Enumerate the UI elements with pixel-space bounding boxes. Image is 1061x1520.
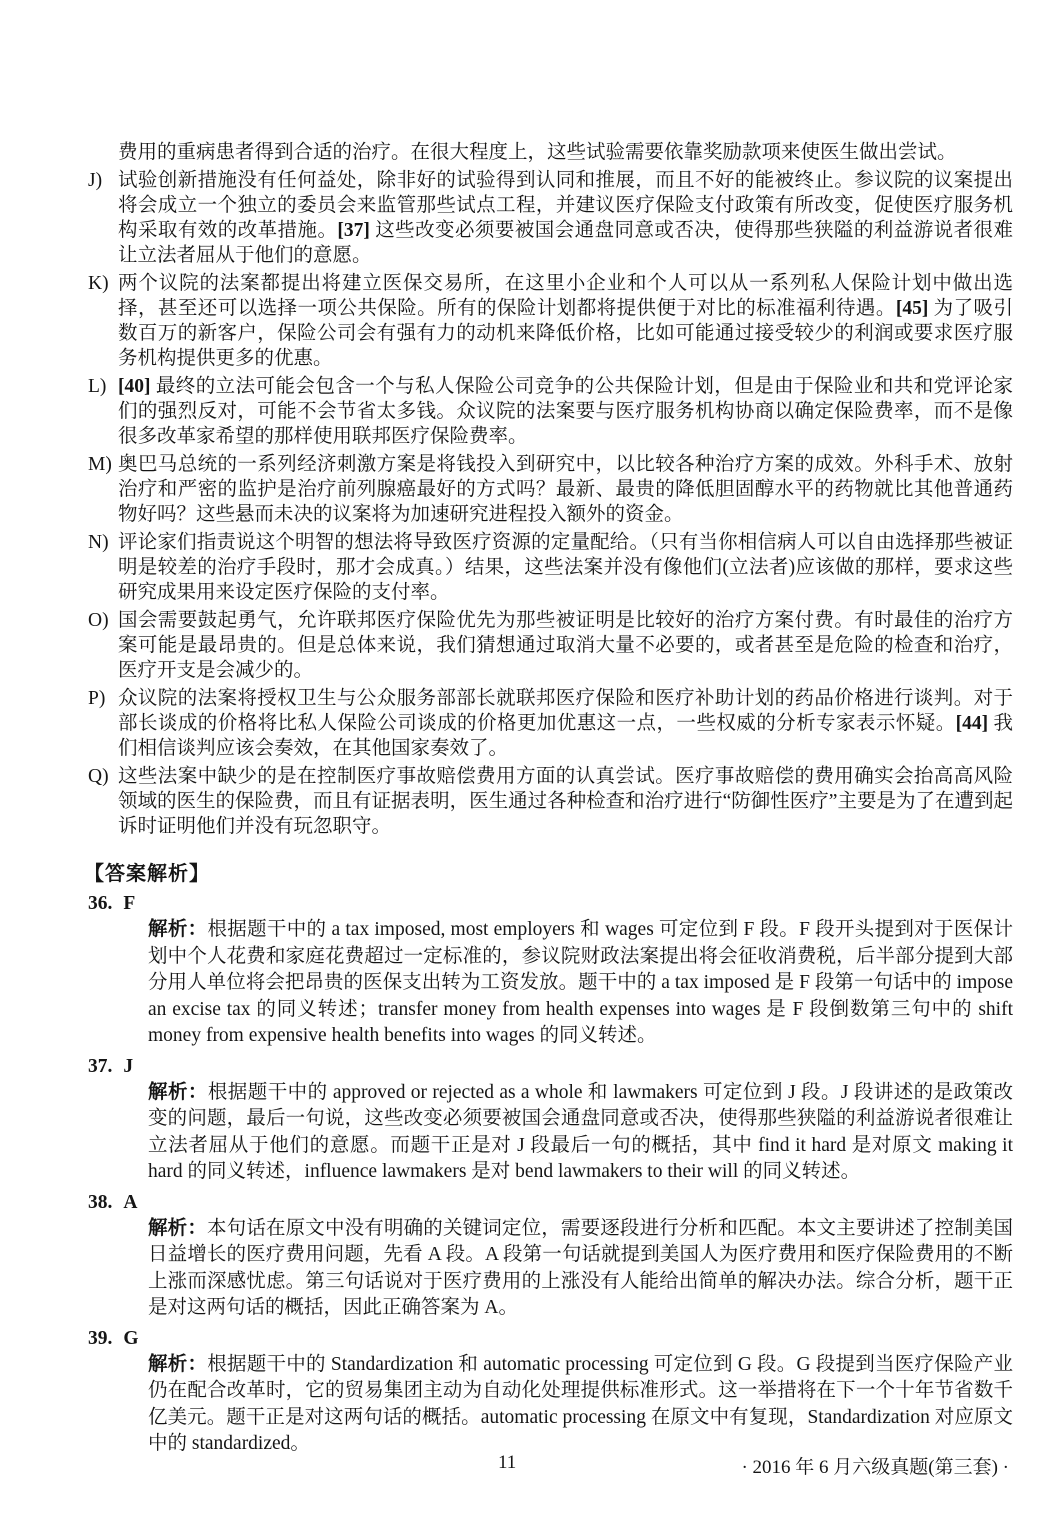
answer-item (88, 891, 1013, 1050)
answer-number: 36. (88, 893, 113, 914)
jiexi-label: 解析： (148, 919, 208, 940)
paragraph-label: J) (88, 170, 103, 191)
answer-item (88, 1190, 1013, 1322)
paragraph-label: N) (88, 532, 109, 553)
footer-source: · 2016 年 6 月六级真题(第三套) · (741, 1457, 1009, 1478)
footer (0, 1452, 1061, 1482)
jiexi-label: 解析： (148, 1217, 207, 1239)
answer-explanation: 解析：根据题干中的 a tax imposed, most employers 和 wages 可定位到 F 段。F 段开头提到对于医保计划中个人花费和家庭花费超过一定标准的，参议院财政法案提出将会征收消费税，后半部分提到大部分用人单位将会把昂贵的医保支出转为工资发放。题干中的 a tax imposed 是 F 段第一句话中的 impose an excise tax 的同义转述；transfer money from health expenses into wages 是 F 段倒数第三句中的 shift money from expensive health benefits into wages 的同义转述。 (148, 919, 1013, 1046)
paragraph-label: O) (88, 610, 109, 631)
answer-item-head (88, 1190, 1013, 1216)
answers-heading: 【答案解析】 (84, 863, 210, 885)
intro-paragraph: 费用的重病患者得到合适的治疗。在很大程度上，这些试验需要依靠奖励款项来使医生做出尝试。 (118, 142, 957, 163)
paragraph-label: M) (88, 454, 112, 475)
answer-item-head (88, 1326, 1013, 1352)
answer-letter: G (123, 1327, 139, 1349)
answer-letter: J (123, 1055, 134, 1077)
paragraph-row (88, 452, 1013, 527)
jiexi-label: 解析： (148, 1353, 208, 1375)
paragraph-row (88, 686, 1013, 761)
paragraph-text: 试验创新措施没有任何益处，除非好的试验得到认同和推展，而且不好的能被终止。参议院的议案提出将会成立一个独立的委员会来监管那些试点工程，并建议医疗保险支付政策有所改变，促使医疗服务机构采取有效的改革措施。[37] 这些改变必须要被国会通盘同意或否决，使得那些狭隘的利益游说者很难让立法者屈从于他们的意愿。 (118, 170, 1013, 266)
paragraph-row (88, 374, 1013, 449)
paragraph-row (88, 764, 1013, 839)
answer-number: 39. (88, 1327, 113, 1349)
answer-explanation: 解析：根据题干中的 approved or rejected as a whole 和 lawmakers 可定位到 J 段。J 段讲述的是政策改变的问题，最后一句说，这些改变必须要被国会通盘同意或否决，使得那些狭隘的利益游说者很难让立法者屈从于他们的意愿。而题干正是对 J 段最后一句的概括，其中 find it hard 是对原文 making it hard 的同义转述，influence lawmakers 是对 bend lawmakers to their will 的同义转述。 (148, 1081, 1013, 1182)
paragraph-row (88, 271, 1013, 371)
answer-item (88, 1326, 1013, 1458)
page-number: 11 (498, 1452, 517, 1473)
paragraph-text: 两个议院的法案都提出将建立医保交易所，在这里小企业和个人可以从一系列私人保险计划中做出选择，甚至还可以选择一项公共保险。所有的保险计划都将提供便于对比的标准福利待遇。[45] 为了吸引数百万的新客户，保险公司会有强有力的动机来降低价格，比如可能通过接受较少的利润或要求医疗服务机构提供更多的优惠。 (118, 273, 1013, 369)
paragraph-row (88, 168, 1013, 268)
answers-section (84, 861, 1013, 1458)
paragraph-label: K) (88, 273, 109, 294)
paragraph-label: P) (88, 688, 106, 709)
answer-item-head (88, 891, 1013, 917)
jiexi-label: 解析： (148, 1081, 208, 1103)
paragraph-row (88, 608, 1013, 683)
question-number-ref: [37] (337, 220, 370, 241)
answer-number: 37. (88, 1055, 113, 1077)
paragraph-text: [40] 最终的立法可能会包含一个与私人保险公司竞争的公共保险计划，但是由于保险业和共和党评论家们的强烈反对，可能不会节省太多钱。众议院的法案要与医疗服务机构协商以确定保险费率，而不是像很多改革家希望的那样使用联邦医疗保险费率。 (118, 376, 1013, 447)
question-number-ref: [44] (955, 713, 989, 734)
question-number-ref: [45] (895, 298, 929, 319)
paragraph-label: Q) (88, 766, 109, 787)
paragraph-list (88, 168, 1013, 839)
paragraph-text: 国会需要鼓起勇气，允许联邦医疗保险优先为那些被证明是比较好的治疗方案付费。有时最佳的治疗方案可能是最昂贵的。但是总体来说，我们猜想通过取消大量不必要的，或者甚至是危险的检查和治疗，医疗开支是会减少的。 (118, 610, 1013, 681)
paragraph-row (88, 530, 1013, 605)
paragraph-text: 这些法案中缺少的是在控制医疗事故赔偿费用方面的认真尝试。医疗事故赔偿的费用确实会抬高高风险领域的医生的保险费，而且有证据表明，医生通过各种检查和治疗进行“防御性医疗”主要是为了在遭到起诉时证明他们并没有玩忽职守。 (118, 766, 1013, 837)
paragraph-label: L) (88, 376, 107, 397)
answer-number: 38. (88, 1191, 113, 1213)
content (84, 140, 1013, 1458)
answer-item-head (88, 1054, 1013, 1080)
paragraph-text: 奥巴马总统的一系列经济刺激方案是将钱投入到研究中，以比较各种治疗方案的成效。外科手术、放射治疗和严密的监护是治疗前列腺癌最好的方式吗？最新、最贵的降低胆固醇水平的药物就比其他普通药物好吗？这些悬而未决的议案将为加速研究进程投入额外的资金。 (118, 454, 1013, 525)
answer-item (88, 1054, 1013, 1186)
answer-explanation: 解析：根据题干中的 Standardization 和 automatic processing 可定位到 G 段。G 段提到当医疗保险产业仍在配合改革时，它的贸易集团主动为自动化处理提供标准形式。这一举措将在下一个十年节省数千亿美元。题干正是对这两句话的概括。automatic processing 在原文中有复现，Standardization 对应原文中的 standardized。 (148, 1353, 1013, 1454)
question-number-ref: [40] (118, 376, 151, 397)
answer-letter: A (123, 1191, 138, 1213)
answer-list (88, 891, 1013, 1458)
paragraph-text: 众议院的法案将授权卫生与公众服务部部长就联邦医疗保险和医疗补助计划的药品价格进行谈判。对于部长谈成的价格将比私人保险公司谈成的价格更加优惠这一点，一些权威的分析专家表示怀疑。[44] 我们相信谈判应该会奏效，在其他国家奏效了。 (118, 688, 1013, 759)
paragraph-text: 评论家们指责说这个明智的想法将导致医疗资源的定量配给。（只有当你相信病人可以自由选择那些被证明是较差的治疗手段时，那才会成真。）结果，这些法案并没有像他们(立法者)应该做的那样，要求这些研究成果用来设定医疗保险的支付率。 (118, 532, 1013, 603)
answer-explanation: 解析：本句话在原文中没有明确的关键词定位，需要逐段进行分析和匹配。本文主要讲述了控制美国日益增长的医疗费用问题，先看 A 段。A 段第一句话就提到美国人为医疗费用和医疗保险费用的不断上涨而深感忧虑。第三句话说对于医疗费用的上涨没有人能给出简单的解决办法。综合分析，题干正是对这两句话的概括，因此正确答案为 A。 (148, 1217, 1013, 1318)
answer-letter: F (123, 893, 136, 914)
